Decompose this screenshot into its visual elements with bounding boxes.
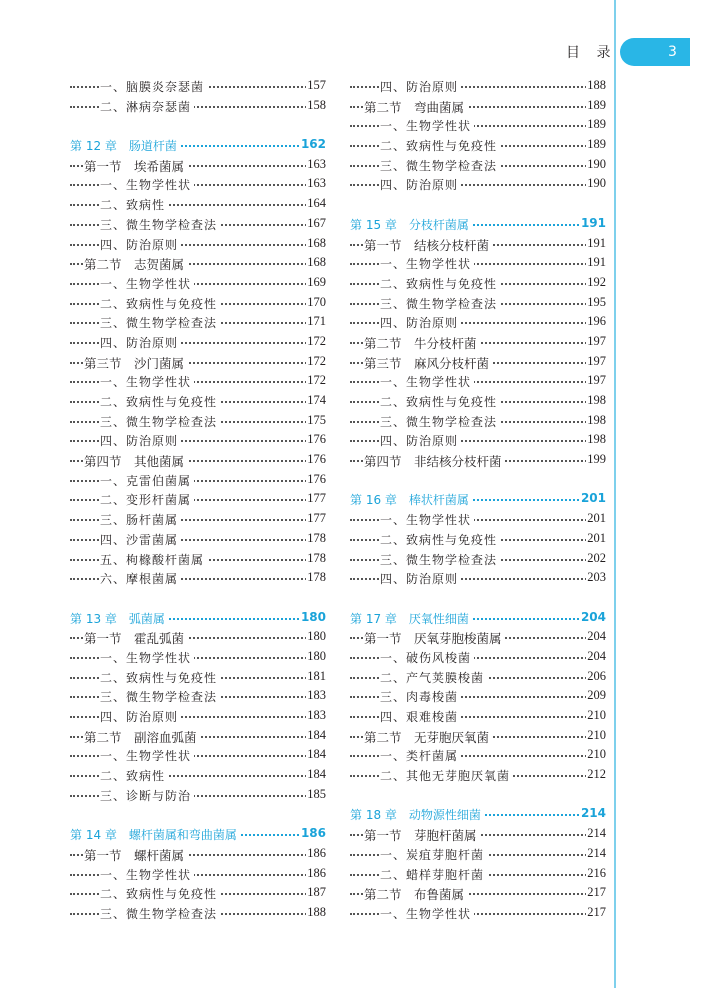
toc-entry-title: 一、生物学性状 [380,117,474,134]
toc-entry-page: 203 [587,570,606,585]
toc-entry-page: 180 [307,648,326,663]
toc-entry-title: 四、防治原则 [380,314,461,331]
toc-chapter-entry[interactable] [350,804,606,824]
toc-entry-title: 三、微生物学检查法 [380,295,500,312]
toc-entry-page: 212 [587,767,606,782]
toc-entry-page: 178 [307,550,326,565]
toc-subsection-entry[interactable] [70,174,326,194]
toc-entry-title: 第三节 麻风分枝杆菌 [364,354,492,372]
toc-section-entry[interactable] [350,824,606,844]
toc-subsection-entry[interactable] [350,155,606,175]
toc-entry-page: 177 [307,491,326,506]
toc-entry-title: 第二节 牛分枝杆菌 [364,334,480,352]
toc-entry-title: 三、微生物学检查法 [100,314,220,331]
toc-entry-page: 195 [587,294,606,309]
toc-section-entry[interactable] [350,96,606,116]
toc-entry-page: 176 [307,471,326,486]
toc-entry-page: 214 [580,806,606,821]
toc-entry-title: 二、变形杆菌属 [100,491,194,508]
toc-subsection-entry[interactable] [350,411,606,431]
section-gap [350,785,606,805]
margin-divider-line [614,0,616,988]
toc-left-column [70,76,326,923]
toc-subsection-entry[interactable] [70,234,326,254]
toc-entry-title: 四、防治原则 [100,708,181,725]
toc-entry-page: 217 [587,885,606,900]
toc-entry-title: 三、微生物学检查法 [100,413,220,430]
section-gap [350,194,606,214]
toc-section-entry[interactable] [350,234,606,254]
toc-entry-title: 第一节 结核分枝杆菌 [364,236,492,254]
toc-entry-page: 198 [587,393,606,407]
toc-subsection-entry[interactable] [350,253,606,273]
toc-entry-page: 210 [587,747,606,762]
toc-subsection-entry[interactable] [350,745,606,765]
section-gap [350,588,606,608]
toc-entry-page: 172 [307,333,326,348]
toc-entry-title: 第 18 章 动物源性细菌 [350,806,484,823]
toc-entry-page: 186 [300,826,326,841]
toc-entry-page: 157 [307,78,326,92]
toc-subsection-entry[interactable] [70,549,326,569]
toc-subsection-entry[interactable] [70,785,326,805]
toc-entry-page: 169 [307,274,326,289]
toc-subsection-entry[interactable] [70,529,326,549]
toc-entry-page: 190 [587,156,606,171]
toc-section-entry[interactable] [70,253,326,273]
section-gap [70,588,326,608]
toc-entry-page: 198 [587,412,606,427]
toc-entry-page: 172 [307,353,326,368]
toc-entry-page: 180 [307,629,326,644]
toc-subsection-entry[interactable] [350,864,606,884]
toc-entry-page: 185 [307,786,326,801]
page-number-tab [620,38,690,66]
toc-entry-page: 181 [307,668,326,683]
toc-entry-title: 二、致病性与免疫性 [100,295,220,312]
toc-entry-title: 第二节 无芽胞厌氧菌 [364,728,492,746]
toc-entry-page: 209 [587,688,606,703]
toc-subsection-entry[interactable] [70,686,326,706]
toc-entry-title: 二、淋病奈瑟菌 [100,98,194,115]
toc-entry-page: 189 [587,97,606,112]
toc-entry-title: 一、生物学性状 [100,866,194,883]
toc-entry-page: 198 [587,432,606,447]
toc-entry-title: 四、沙雷菌属 [100,531,181,548]
toc-subsection-entry[interactable] [70,706,326,726]
toc-entry-page: 197 [587,373,606,388]
section-gap [70,115,326,135]
toc-entry-title: 二、产气荚膜梭菌 [380,669,487,686]
toc-entry-title: 第二节 副溶血弧菌 [84,728,200,746]
toc-entry-page: 184 [307,727,326,742]
toc-subsection-entry[interactable] [70,332,326,352]
toc-entry-title: 三、肠杆菌属 [100,511,181,528]
toc-entry-title: 第二节 布鲁菌属 [364,885,467,903]
toc-subsection-entry[interactable] [350,273,606,293]
toc-entry-title: 五、枸橼酸杆菌属 [100,551,207,568]
toc-subsection-entry[interactable] [70,864,326,884]
toc-subsection-entry[interactable] [70,293,326,313]
toc-entry-page: 175 [307,412,326,427]
toc-entry-title: 一、克雷伯菌属 [100,472,194,489]
toc-subsection-entry[interactable] [350,903,606,923]
toc-entry-page: 168 [307,235,326,250]
toc-entry-title: 第二节 志贺菌属 [84,255,187,273]
toc-entry-title: 二、致病性与免疫性 [100,885,220,902]
toc-entry-title: 一、生物学性状 [100,275,194,292]
toc-entry-page: 167 [307,215,326,230]
toc-subsection-entry[interactable] [70,509,326,529]
toc-entry-title: 三、微生物学检查法 [100,688,220,705]
toc-section-entry[interactable] [70,844,326,864]
toc-entry-title: 四、防治原则 [100,334,181,351]
toc-entry-page: 204 [587,629,606,644]
toc-subsection-entry[interactable] [70,745,326,765]
toc-entry-title: 六、摩根菌属 [100,570,181,587]
toc-entry-page: 184 [307,747,326,762]
toc-entry-title: 二、致病性与免疫性 [100,393,220,410]
toc-subsection-entry[interactable] [350,568,606,588]
toc-entry-title: 第四节 非结核分枝杆菌 [364,452,505,470]
toc-section-entry[interactable] [70,726,326,746]
toc-chapter-entry[interactable] [70,824,326,844]
toc-section-entry[interactable] [350,332,606,352]
toc-entry-page: 168 [307,255,326,270]
toc-subsection-entry[interactable] [70,214,326,234]
toc-entry-title: 第 12 章 肠道杆菌 [70,137,180,154]
toc-entry-title: 二、致病性与免疫性 [380,393,500,410]
toc-entry-page: 199 [587,452,606,467]
toc-entry-page: 201 [587,511,606,526]
toc-chapter-entry[interactable] [350,489,606,509]
toc-entry-page: 189 [587,117,606,132]
toc-entry-page: 217 [587,904,606,919]
toc-entry-title: 二、致病性与免疫性 [100,669,220,686]
toc-entry-page: 192 [587,274,606,289]
toc-entry-title: 一、生物学性状 [100,649,194,666]
toc-subsection-entry[interactable] [350,76,606,96]
toc-entry-page: 204 [580,609,606,624]
toc-entry-page: 178 [307,570,326,585]
toc-subsection-entry[interactable] [70,96,326,116]
toc-section-entry[interactable] [350,726,606,746]
page-number: 3 [668,44,677,60]
toc-subsection-entry[interactable] [70,647,326,667]
toc-entry-title: 一、生物学性状 [380,255,474,272]
toc-entry-page: 188 [587,78,606,92]
toc-subsection-entry[interactable] [350,529,606,549]
toc-entry-title: 第 17 章 厌氧性细菌 [350,610,472,627]
toc-entry-page: 176 [307,452,326,467]
section-gap [70,804,326,824]
toc-entry-title: 一、炭疽芽胞杆菌 [380,846,487,863]
toc-entry-title: 四、防治原则 [380,570,461,587]
toc-subsection-entry[interactable] [350,647,606,667]
toc-subsection-entry[interactable] [70,667,326,687]
toc-entry-page: 196 [587,314,606,329]
toc-entry-page: 197 [587,353,606,368]
toc-section-entry[interactable] [70,155,326,175]
toc-entry-title: 三、微生物学检查法 [380,157,500,174]
toc-entry-title: 第三节 沙门菌属 [84,354,187,372]
toc-entry-title: 一、生物学性状 [380,373,474,390]
toc-subsection-entry[interactable] [70,194,326,214]
toc-entry-title: 四、防治原则 [380,78,461,95]
toc-subsection-entry[interactable] [70,903,326,923]
toc-entry-title: 一、生物学性状 [100,373,194,390]
toc-chapter-entry[interactable] [70,135,326,155]
toc-entry-title: 第二节 弯曲菌属 [364,98,467,116]
toc-subsection-entry[interactable] [70,430,326,450]
toc-entry-page: 171 [307,314,326,329]
toc-entry-page: 210 [587,727,606,742]
toc-entry-title: 二、其他无芽胞厌氧菌 [380,767,513,784]
toc-subsection-entry[interactable] [350,115,606,135]
toc-entry-page: 190 [587,176,606,191]
toc-subsection-entry[interactable] [70,371,326,391]
toc-entry-title: 二、致病性 [100,767,168,784]
toc-entry-page: 180 [300,609,326,624]
toc-entry-title: 四、艰难梭菌 [380,708,461,725]
toc-entry-page: 187 [307,885,326,900]
toc-section-entry[interactable] [70,450,326,470]
toc-entry-title: 三、微生物学检查法 [100,216,220,233]
toc-entry-page: 197 [587,333,606,348]
toc-subsection-entry[interactable] [70,489,326,509]
toc-subsection-entry[interactable] [70,883,326,903]
toc-entry-page: 177 [307,511,326,526]
toc-entry-title: 第 13 章 弧菌属 [70,610,168,627]
toc-entry-page: 210 [587,708,606,722]
toc-subsection-entry[interactable] [70,411,326,431]
toc-entry-page: 174 [307,393,326,407]
toc-entry-title: 三、微生物学检查法 [380,413,500,430]
toc-entry-page: 176 [307,432,326,447]
toc-subsection-entry[interactable] [70,391,326,411]
toc-subsection-entry[interactable] [350,844,606,864]
toc-subsection-entry[interactable] [350,706,606,726]
toc-subsection-entry[interactable] [350,765,606,785]
toc-entry-title: 二、致病性 [100,196,168,213]
toc-entry-page: 162 [300,137,326,152]
toc-entry-title: 第 15 章 分枝杆菌属 [350,216,472,233]
toc-entry-title: 第一节 芽胞杆菌属 [364,826,480,844]
toc-entry-title: 一、破伤风梭菌 [380,649,474,666]
toc-entry-page: 214 [587,845,606,860]
toc-section-entry[interactable] [350,352,606,372]
toc-entry-title: 二、蜡样芽胞杆菌 [380,866,487,883]
toc-entry-title: 二、致病性与免疫性 [380,275,500,292]
toc-chapter-entry[interactable] [350,214,606,234]
toc-entry-page: 191 [587,255,606,270]
toc-subsection-entry[interactable] [70,568,326,588]
toc-entry-title: 第 16 章 棒状杆菌属 [350,491,472,508]
toc-subsection-entry[interactable] [350,293,606,313]
toc-entry-title: 第一节 埃希菌属 [84,157,187,175]
toc-section-entry[interactable] [70,627,326,647]
toc-entry-page: 191 [587,235,606,250]
toc-entry-page: 163 [307,156,326,171]
toc-entry-page: 184 [307,767,326,782]
toc-subsection-entry[interactable] [70,273,326,293]
toc-entry-page: 163 [307,176,326,191]
toc-subsection-entry[interactable] [350,174,606,194]
toc-entry-page: 191 [580,215,606,230]
toc-entry-page: 186 [307,845,326,860]
toc-entry-title: 第一节 螺杆菌属 [84,846,187,864]
toc-subsection-entry[interactable] [350,135,606,155]
toc-subsection-entry[interactable] [70,76,326,96]
toc-entry-page: 158 [307,97,326,112]
toc-entry-title: 一、生物学性状 [380,511,474,528]
toc-entry-title: 第一节 厌氧芽胞梭菌属 [364,629,505,647]
toc-entry-title: 第一节 霍乱弧菌 [84,629,187,647]
toc-entry-title: 一、脑膜炎奈瑟菌 [100,78,207,95]
toc-entry-page: 201 [587,530,606,545]
toc-entry-title: 一、生物学性状 [380,905,474,922]
toc-subsection-entry[interactable] [350,371,606,391]
toc-subsection-entry[interactable] [350,391,606,411]
toc-entry-page: 164 [307,196,326,211]
toc-entry-title: 一、生物学性状 [100,176,194,193]
toc-entry-page: 214 [587,826,606,841]
toc-subsection-entry[interactable] [350,430,606,450]
toc-entry-title: 三、诊断与防治 [100,787,194,804]
toc-subsection-entry[interactable] [350,549,606,569]
toc-subsection-entry[interactable] [70,765,326,785]
toc-subsection-entry[interactable] [350,312,606,332]
toc-entry-page: 172 [307,373,326,388]
toc-section-entry[interactable] [350,627,606,647]
toc-subsection-entry[interactable] [350,509,606,529]
toc-entry-title: 一、类杆菌属 [380,747,461,764]
section-gap [350,470,606,490]
toc-entry-title: 三、肉毒梭菌 [380,688,461,705]
toc-entry-page: 170 [307,294,326,309]
toc-entry-page: 204 [587,648,606,663]
toc-subsection-entry[interactable] [350,686,606,706]
toc-subsection-entry[interactable] [70,312,326,332]
toc-entry-title: 第 14 章 螺杆菌属和弯曲菌属 [70,826,240,843]
toc-entry-title: 四、防治原则 [100,236,181,253]
toc-entry-page: 188 [307,904,326,919]
toc-entry-title: 一、生物学性状 [100,747,194,764]
toc-subsection-entry[interactable] [70,470,326,490]
toc-chapter-entry[interactable] [70,608,326,628]
toc-entry-title: 二、致病性与免疫性 [380,531,500,548]
toc-entry-page: 202 [587,550,606,565]
toc-entry-page: 183 [307,688,326,703]
toc-chapter-entry[interactable] [350,608,606,628]
toc-entry-title: 四、防治原则 [100,432,181,449]
toc-entry-page: 189 [587,137,606,152]
toc-subsection-entry[interactable] [350,667,606,687]
toc-entry-title: 二、致病性与免疫性 [380,137,500,154]
toc-right-column [350,76,606,923]
toc-entry-title: 第四节 其他菌属 [84,452,187,470]
toc-entry-title: 三、微生物学检查法 [380,551,500,568]
toc-entry-page: 178 [307,530,326,545]
toc-entry-title: 三、微生物学检查法 [100,905,220,922]
toc-entry-page: 201 [580,491,606,506]
toc-entry-page: 206 [587,668,606,683]
toc-section-entry[interactable] [350,883,606,903]
toc-entry-page: 216 [587,865,606,880]
toc-entry-page: 183 [307,708,326,722]
page-header-title: 目 录 [566,45,617,61]
toc-section-entry[interactable] [70,352,326,372]
toc-entry-title: 四、防治原则 [380,176,461,193]
toc-section-entry[interactable] [350,450,606,470]
toc-entry-page: 186 [307,865,326,880]
toc-entry-title: 四、防治原则 [380,432,461,449]
